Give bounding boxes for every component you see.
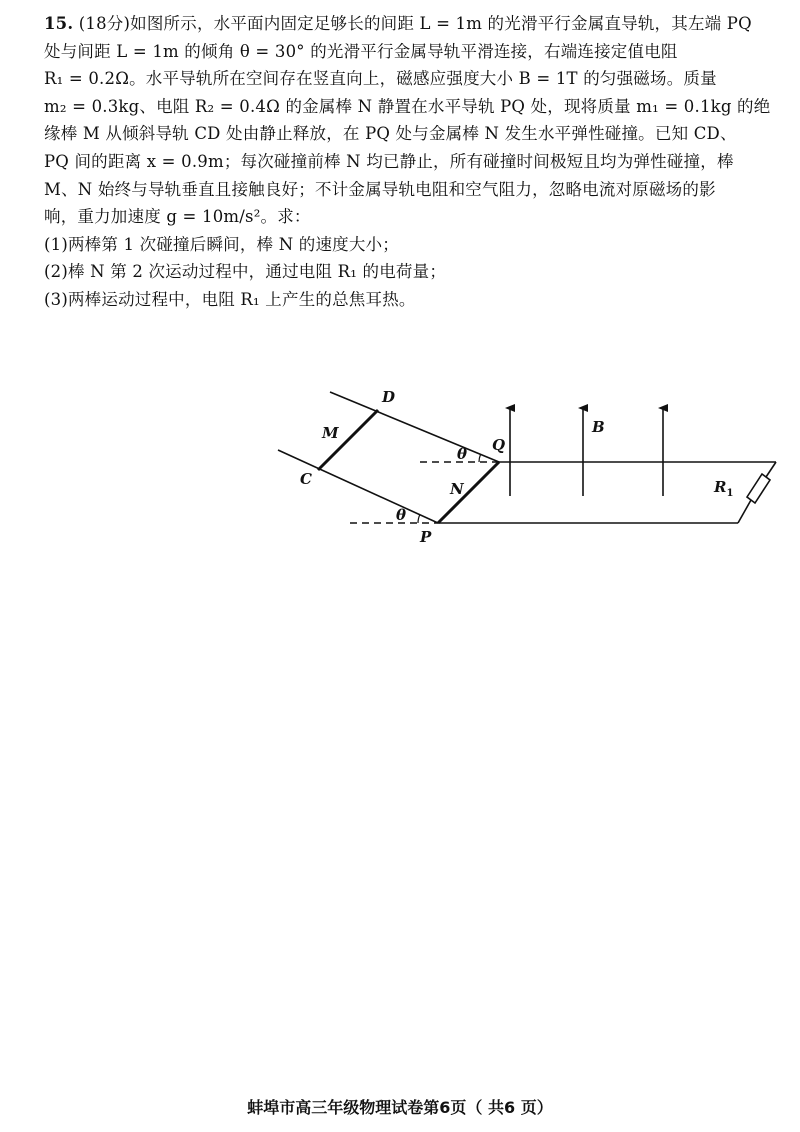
label-P: P bbox=[420, 528, 432, 546]
problem-text bbox=[44, 10, 784, 314]
question-points: (18分) bbox=[78, 14, 131, 33]
problem-line-3: R₁ = 0.2Ω。水平导轨所在空间存在竖直向上，磁感应强度大小 B = 1T 的匀强磁场。质量 bbox=[44, 69, 717, 89]
label-D: D bbox=[382, 388, 396, 406]
problem-line-2: 处与间距 L = 1m 的倾角 θ = 30° 的光滑平行金属导轨平滑连接，右端连接定值电阻 bbox=[44, 41, 678, 61]
sub-question-2: (2)棒 N 第 2 次运动过程中，通过电阻 R₁ 的电荷量； bbox=[44, 262, 447, 282]
sub-question-3: (3)两棒运动过程中，电阻 R₁ 上产生的总焦耳热。 bbox=[44, 289, 416, 309]
problem-line-4: m₂ = 0.3kg、电阻 R₂ = 0.4Ω 的金属棒 N 静置在水平导轨 PQ 处，现将质量 m₁ = 0.1kg 的绝 bbox=[44, 96, 771, 116]
label-R1 bbox=[713, 478, 733, 499]
label-C: C bbox=[300, 470, 312, 488]
right-end-wire-bottom bbox=[738, 500, 751, 523]
label-M: M bbox=[322, 424, 339, 442]
label-N: N bbox=[450, 480, 464, 498]
angle-arc-top bbox=[479, 455, 481, 463]
label-R-subscript: 1 bbox=[726, 488, 734, 499]
rail-diagram bbox=[270, 380, 790, 550]
page-footer: 蚌埠市高三年级物理试卷第6页（ 共6 页） bbox=[247, 1098, 553, 1117]
angle-arc-bottom bbox=[418, 515, 420, 523]
resistor-R1 bbox=[747, 474, 770, 503]
label-theta-top: θ bbox=[457, 445, 468, 463]
problem-line-7: M、N 始终与导轨垂直且接触良好；不计金属导轨电阻和空气阻力，忽略电流对原磁场的影 bbox=[44, 179, 716, 199]
problem-line-1: 15. (18分)如图所示，水平面内固定足够长的间距 L = 1m 的光滑平行金属直导轨，其左端 PQ bbox=[44, 14, 752, 33]
problem-line-8: 响，重力加速度 g = 10m/s²。求： bbox=[44, 207, 311, 227]
label-Q: Q bbox=[492, 436, 506, 454]
label-B: B bbox=[592, 418, 605, 436]
rod-N bbox=[438, 462, 499, 523]
sub-question-1: (1)两棒第 1 次碰撞后瞬间，棒 N 的速度大小； bbox=[44, 234, 399, 254]
right-end-wire-top bbox=[766, 462, 776, 477]
inclined-rail-upper bbox=[330, 392, 499, 462]
label-theta-bottom: θ bbox=[396, 506, 407, 524]
problem-line-6: PQ 间的距离 x = 0.9m；每次碰撞前棒 N 均已静止，所有碰撞时间极短且均为弹性碰撞，棒 bbox=[44, 151, 734, 171]
rail-diagram-svg bbox=[270, 380, 790, 550]
problem-line-5: 缘棒 M 从倾斜导轨 CD 处由静止释放，在 PQ 处与金属棒 N 发生水平弹性碰撞。已知 CD、 bbox=[44, 124, 737, 144]
question-number: 15. bbox=[44, 14, 74, 33]
label-R: R bbox=[714, 478, 727, 496]
